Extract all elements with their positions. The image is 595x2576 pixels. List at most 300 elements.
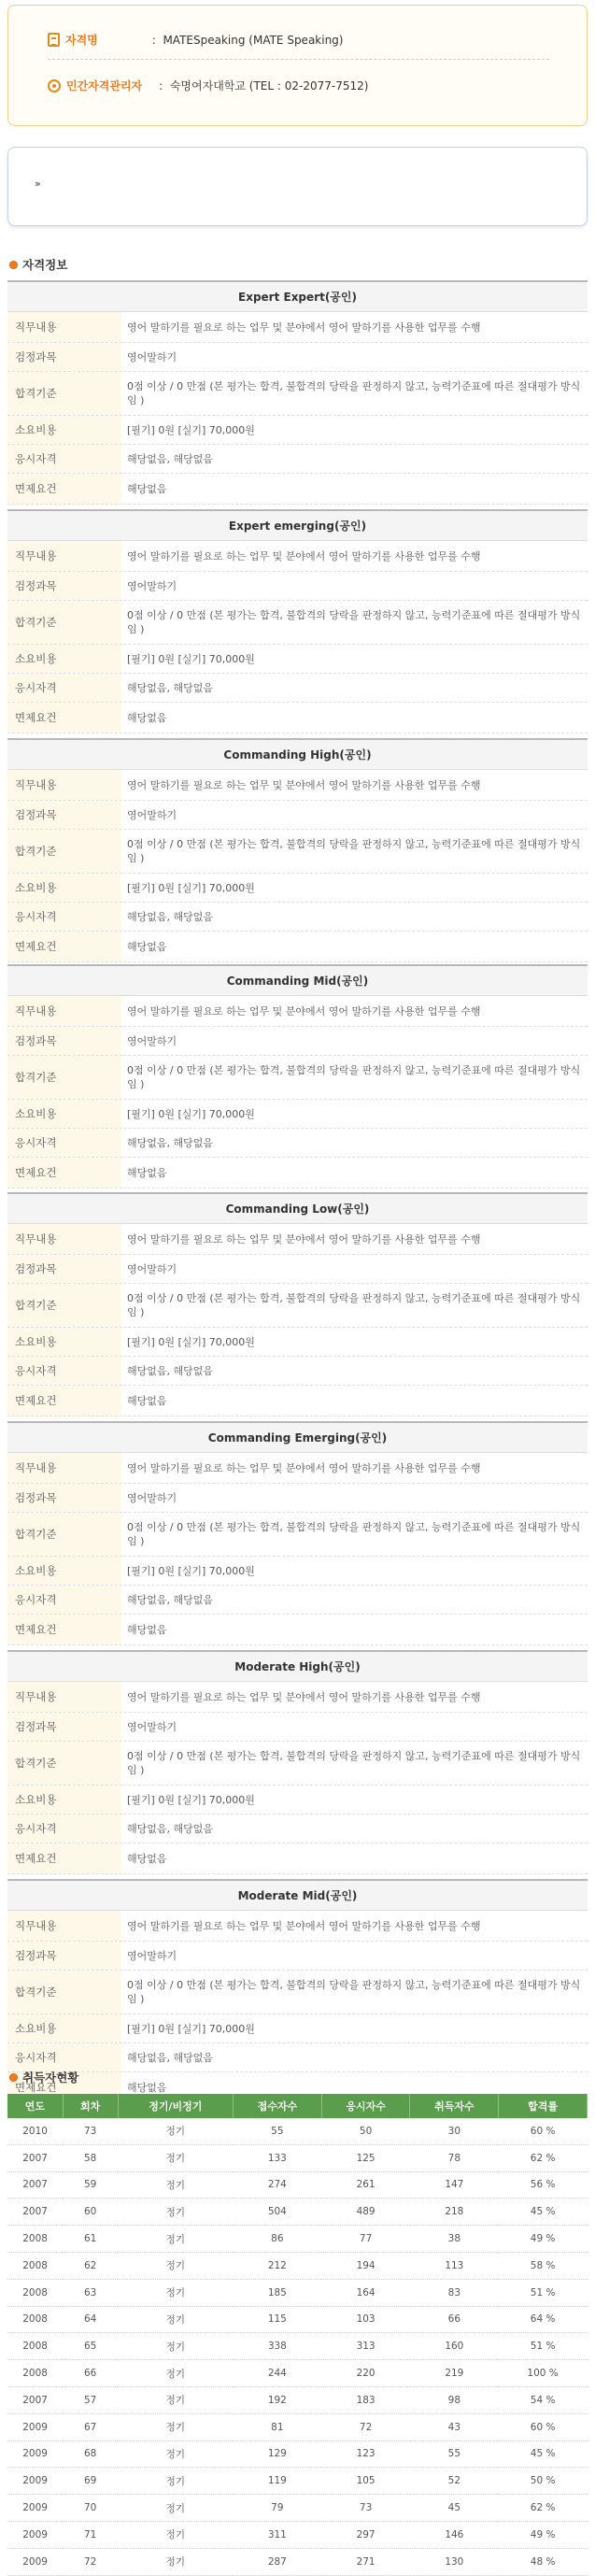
- row-value: 영어 말하기를 필요로 하는 업무 및 분야에서 영어 말하기를 사용한 업무를 수행: [127, 549, 481, 562]
- column-header: 취득자수: [410, 2094, 499, 2118]
- table-cell: 62: [63, 2252, 118, 2279]
- table-cell: 정기: [118, 2279, 233, 2306]
- divider: [48, 59, 549, 60]
- table-cell: 2007: [7, 2144, 63, 2171]
- table-cell: 115: [233, 2306, 321, 2333]
- row-label: 직무내용: [7, 541, 121, 571]
- table-cell: 64: [63, 2306, 118, 2333]
- certificate-row-exemption: [7, 1615, 588, 1645]
- table-cell: 72: [63, 2548, 118, 2575]
- row-value: 해당없음, 해당없음: [127, 1364, 214, 1377]
- certificate-row-eligibility: [7, 1586, 588, 1615]
- row-label: 응시자격: [7, 1586, 121, 1614]
- certificate-row-pass-criteria: [7, 830, 588, 874]
- badge-icon: [48, 79, 61, 93]
- row-value: 0점 이상 / 0 만점 (본 평가는 합격, 불합격의 당락을 판정하지 않고, 능력기준표에 따른 절대평가 방식임 ): [127, 838, 581, 864]
- row-label: 소요비용: [7, 416, 121, 444]
- row-value: 영어말하기: [127, 579, 177, 592]
- column-header: 접수자수: [233, 2094, 321, 2118]
- certificate-name-value: : MATESpeaking (MATE Speaking): [151, 33, 344, 47]
- row-value: 영어말하기: [127, 1949, 177, 1962]
- row-value: 해당없음: [127, 1394, 167, 1407]
- table-cell: 69: [63, 2468, 118, 2495]
- description-box: [7, 147, 588, 226]
- row-label: 응시자격: [7, 445, 121, 473]
- table-cell: 58: [63, 2144, 118, 2171]
- row-label: 면제요건: [7, 703, 121, 733]
- table-cell: 311: [233, 2521, 321, 2548]
- table-cell: 정기: [118, 2306, 233, 2333]
- certificate-row-pass-criteria: [7, 372, 588, 416]
- table-cell: 2008: [7, 2252, 63, 2279]
- certificate-row-exam-subject: [7, 343, 588, 372]
- certificate-row-job-content: [7, 1911, 588, 1942]
- table-cell: 119: [233, 2468, 321, 2495]
- table-cell: 정기: [118, 2495, 233, 2522]
- certificate-row-job-content: [7, 1224, 588, 1255]
- table-cell: 73: [321, 2495, 410, 2522]
- table-cell: 192: [233, 2386, 321, 2413]
- certificate-row-exemption: [7, 1843, 588, 1874]
- row-label: 응시자격: [7, 2043, 121, 2071]
- certificate-admin-row: [48, 78, 368, 93]
- certificate-row-pass-criteria: [7, 1056, 588, 1100]
- table-cell: 146: [410, 2521, 499, 2548]
- row-value: [필기] 0원 [실기] 70,000원: [127, 1564, 255, 1577]
- table-cell: 133: [233, 2144, 321, 2171]
- table-body: [7, 2118, 588, 2575]
- table-cell: 194: [321, 2252, 410, 2279]
- table-cell: 56 %: [499, 2171, 588, 2199]
- certificate-row-exemption: [7, 474, 588, 505]
- certificate-row-eligibility: [7, 1129, 588, 1158]
- certificate-admin-value: : 숙명여자대학교 (TEL : 02-2077-7512): [159, 79, 369, 93]
- certificate-row-exam-subject: [7, 1027, 588, 1056]
- certificate-row-pass-criteria: [7, 1742, 588, 1786]
- certificate-row-cost: [7, 645, 588, 674]
- table-cell: 67: [63, 2413, 118, 2441]
- certificate-block: [7, 280, 588, 505]
- table-cell: 2007: [7, 2386, 63, 2413]
- table-cell: 45: [410, 2495, 499, 2522]
- row-label: 검정과목: [7, 1713, 121, 1741]
- row-label: 면제요건: [7, 1158, 121, 1188]
- certificate-row-job-content: [7, 996, 588, 1027]
- row-label: 직무내용: [7, 1682, 121, 1712]
- row-value: 영어 말하기를 필요로 하는 업무 및 분야에서 영어 말하기를 사용한 업무를 수행: [127, 1919, 481, 1932]
- certificate-name-label: 자격명: [65, 34, 98, 47]
- row-label: 직무내용: [7, 1453, 121, 1483]
- table-cell: 정기: [118, 2118, 233, 2144]
- row-label: 합격기준: [7, 1513, 121, 1556]
- bullet-icon: [9, 2073, 18, 2082]
- table-cell: 61: [63, 2226, 118, 2253]
- certificate-row-pass-criteria: [7, 1513, 588, 1557]
- table-cell: 51 %: [499, 2279, 588, 2306]
- table-row: [7, 2521, 588, 2548]
- table-row: [7, 2226, 588, 2253]
- row-value: 해당없음, 해당없음: [127, 1822, 214, 1835]
- table-cell: 66: [63, 2360, 118, 2387]
- certificate-row-cost: [7, 1786, 588, 1815]
- table-cell: 244: [233, 2360, 321, 2387]
- row-label: 소요비용: [7, 1557, 121, 1585]
- table-cell: 271: [321, 2548, 410, 2575]
- table-cell: 313: [321, 2333, 410, 2360]
- row-label: 직무내용: [7, 996, 121, 1026]
- table-row: [7, 2413, 588, 2441]
- table-cell: 86: [233, 2226, 321, 2253]
- certificate-header-box: [7, 5, 588, 126]
- certificate-row-pass-criteria: [7, 601, 588, 645]
- row-value: 0점 이상 / 0 만점 (본 평가는 합격, 불합격의 당락을 판정하지 않고, 능력기준표에 따른 절대평가 방식임 ): [127, 1521, 581, 1547]
- row-label: 검정과목: [7, 1942, 121, 1970]
- row-label: 합격기준: [7, 1284, 121, 1327]
- table-cell: 38: [410, 2226, 499, 2253]
- table-cell: 60 %: [499, 2118, 588, 2144]
- row-label: 합격기준: [7, 372, 121, 415]
- certificate-title: Commanding Mid(공인): [7, 964, 588, 996]
- bullet-icon: [9, 261, 18, 269]
- column-header: 연도: [7, 2094, 63, 2118]
- table-cell: 2009: [7, 2441, 63, 2468]
- table-cell: 83: [410, 2279, 499, 2306]
- table-cell: 정기: [118, 2413, 233, 2441]
- certificate-row-cost: [7, 874, 588, 903]
- table-cell: 504: [233, 2199, 321, 2226]
- table-cell: 212: [233, 2252, 321, 2279]
- table-cell: 183: [321, 2386, 410, 2413]
- table-cell: 220: [321, 2360, 410, 2387]
- certificate-row-exam-subject: [7, 1942, 588, 1971]
- row-value: 0점 이상 / 0 만점 (본 평가는 합격, 불합격의 당락을 판정하지 않고, 능력기준표에 따른 절대평가 방식임 ): [127, 1064, 581, 1090]
- row-value: 영어말하기: [127, 350, 177, 363]
- table-cell: 49 %: [499, 2521, 588, 2548]
- table-cell: 125: [321, 2144, 410, 2171]
- row-label: 응시자격: [7, 903, 121, 931]
- row-value: 영어 말하기를 필요로 하는 업무 및 분야에서 영어 말하기를 사용한 업무를 수행: [127, 778, 481, 791]
- table-cell: 129: [233, 2441, 321, 2468]
- table-cell: 2008: [7, 2306, 63, 2333]
- certificate-block: [7, 964, 588, 1188]
- table-cell: 63: [63, 2279, 118, 2306]
- table-cell: 78: [410, 2144, 499, 2171]
- row-value: 영어 말하기를 필요로 하는 업무 및 분야에서 영어 말하기를 사용한 업무를 수행: [127, 1690, 481, 1703]
- table-cell: 2008: [7, 2333, 63, 2360]
- certificate-block: [7, 1650, 588, 1874]
- certificate-row-pass-criteria: [7, 1971, 588, 2014]
- table-cell: 147: [410, 2171, 499, 2199]
- row-value: 영어말하기: [127, 1720, 177, 1733]
- row-label: 합격기준: [7, 1742, 121, 1785]
- certificate-row-cost: [7, 1100, 588, 1129]
- section-title-stats-text: 취득자현황: [22, 2071, 79, 2085]
- table-row: [7, 2306, 588, 2333]
- table-row: [7, 2252, 588, 2279]
- certificate-title: Commanding Low(공인): [7, 1192, 588, 1224]
- row-value: 0점 이상 / 0 만점 (본 평가는 합격, 불합격의 당락을 판정하지 않고, 능력기준표에 따른 절대평가 방식임 ): [127, 1292, 581, 1318]
- certificate-title: Expert Expert(공인): [7, 280, 588, 312]
- table-cell: 81: [233, 2413, 321, 2441]
- acquisition-stats-table: [7, 2094, 588, 2576]
- row-label: 응시자격: [7, 1815, 121, 1843]
- certificate-row-exam-subject: [7, 1484, 588, 1513]
- table-cell: 2007: [7, 2171, 63, 2199]
- section-title-info-text: 자격정보: [22, 258, 68, 272]
- row-value: 영어말하기: [127, 1262, 177, 1275]
- table-cell: 160: [410, 2333, 499, 2360]
- certificate-block: [7, 1879, 588, 2103]
- row-value: 해당없음, 해당없음: [127, 910, 214, 923]
- row-label: 면제요건: [7, 1386, 121, 1416]
- table-cell: 130: [410, 2548, 499, 2575]
- certificate-row-exemption: [7, 703, 588, 733]
- table-cell: 62 %: [499, 2144, 588, 2171]
- row-label: 소요비용: [7, 2014, 121, 2042]
- table-cell: 52: [410, 2468, 499, 2495]
- row-value: 해당없음, 해당없음: [127, 2051, 214, 2064]
- table-cell: 정기: [118, 2360, 233, 2387]
- row-value: 영어말하기: [127, 1491, 177, 1504]
- certificate-row-eligibility: [7, 674, 588, 703]
- row-label: 소요비용: [7, 1100, 121, 1128]
- table-cell: 58 %: [499, 2252, 588, 2279]
- table-cell: 71: [63, 2521, 118, 2548]
- table-cell: 287: [233, 2548, 321, 2575]
- certificate-title: Moderate High(공인): [7, 1650, 588, 1682]
- table-cell: 55: [233, 2118, 321, 2144]
- row-label: 합격기준: [7, 1971, 121, 2014]
- table-row: [7, 2171, 588, 2199]
- certificate-row-eligibility: [7, 903, 588, 932]
- table-cell: 정기: [118, 2386, 233, 2413]
- table-cell: 60: [63, 2199, 118, 2226]
- table-cell: 2010: [7, 2118, 63, 2144]
- certificate-row-job-content: [7, 312, 588, 343]
- table-cell: 정기: [118, 2226, 233, 2253]
- table-cell: 49 %: [499, 2226, 588, 2253]
- table-cell: 62 %: [499, 2495, 588, 2522]
- certificate-title: Moderate Mid(공인): [7, 1879, 588, 1911]
- row-value: 0점 이상 / 0 만점 (본 평가는 합격, 불합격의 당락을 판정하지 않고, 능력기준표에 따른 절대평가 방식임 ): [127, 1750, 581, 1776]
- table-cell: 98: [410, 2386, 499, 2413]
- section-title-stats: [9, 2069, 78, 2085]
- table-cell: 2008: [7, 2360, 63, 2387]
- table-cell: 274: [233, 2171, 321, 2199]
- certificate-block: [7, 738, 588, 962]
- table-cell: 51 %: [499, 2333, 588, 2360]
- row-value: 0점 이상 / 0 만점 (본 평가는 합격, 불합격의 당락을 판정하지 않고, 능력기준표에 따른 절대평가 방식임 ): [127, 380, 581, 406]
- row-label: 검정과목: [7, 1027, 121, 1055]
- table-row: [7, 2468, 588, 2495]
- row-label: 검정과목: [7, 1484, 121, 1512]
- table-cell: 68: [63, 2441, 118, 2468]
- row-label: 면제요건: [7, 1843, 121, 1873]
- table-cell: 72: [321, 2413, 410, 2441]
- table-row: [7, 2441, 588, 2468]
- certificate-row-cost: [7, 2014, 588, 2043]
- column-header: 응시자수: [321, 2094, 410, 2118]
- table-cell: 45 %: [499, 2199, 588, 2226]
- certificate-block: [7, 1421, 588, 1645]
- certificate-admin-label: 민간자격관리자: [66, 79, 143, 93]
- certificate-row-pass-criteria: [7, 1284, 588, 1328]
- table-row: [7, 2386, 588, 2413]
- table-cell: 정기: [118, 2252, 233, 2279]
- table-cell: 66: [410, 2306, 499, 2333]
- certificate-row-cost: [7, 1557, 588, 1586]
- row-label: 합격기준: [7, 1056, 121, 1099]
- table-cell: 65: [63, 2333, 118, 2360]
- table-cell: 297: [321, 2521, 410, 2548]
- table-cell: 2009: [7, 2548, 63, 2575]
- row-value: 해당없음: [127, 482, 167, 495]
- certificate-row-eligibility: [7, 445, 588, 474]
- row-value: 영어 말하기를 필요로 하는 업무 및 분야에서 영어 말하기를 사용한 업무를 수행: [127, 1461, 481, 1474]
- table-cell: 489: [321, 2199, 410, 2226]
- certificate-row-job-content: [7, 1453, 588, 1484]
- table-cell: 59: [63, 2171, 118, 2199]
- row-value: 해당없음, 해당없음: [127, 681, 214, 694]
- table-cell: 60 %: [499, 2413, 588, 2441]
- row-value: [필기] 0원 [실기] 70,000원: [127, 1107, 255, 1120]
- row-label: 면제요건: [7, 932, 121, 961]
- row-label: 직무내용: [7, 1224, 121, 1254]
- row-label: 소요비용: [7, 1786, 121, 1814]
- table-cell: 48 %: [499, 2548, 588, 2575]
- table-cell: 2009: [7, 2495, 63, 2522]
- table-cell: 정기: [118, 2521, 233, 2548]
- row-label: 검정과목: [7, 572, 121, 600]
- row-value: 영어 말하기를 필요로 하는 업무 및 분야에서 영어 말하기를 사용한 업무를 수행: [127, 320, 481, 334]
- row-value: 영어 말하기를 필요로 하는 업무 및 분야에서 영어 말하기를 사용한 업무를 수행: [127, 1004, 481, 1018]
- table-cell: 185: [233, 2279, 321, 2306]
- table-cell: 77: [321, 2226, 410, 2253]
- certificate-row-exemption: [7, 1158, 588, 1188]
- table-row: [7, 2495, 588, 2522]
- column-header: 합격률: [499, 2094, 588, 2118]
- table-cell: 45 %: [499, 2441, 588, 2468]
- row-label: 직무내용: [7, 770, 121, 800]
- certificate-row-exam-subject: [7, 572, 588, 601]
- row-label: 검정과목: [7, 343, 121, 371]
- row-label: 응시자격: [7, 1357, 121, 1385]
- row-value: 해당없음: [127, 940, 167, 953]
- row-value: [필기] 0원 [실기] 70,000원: [127, 1793, 255, 1806]
- table-row: [7, 2548, 588, 2575]
- table-cell: 164: [321, 2279, 410, 2306]
- certificate-title: Commanding High(공인): [7, 738, 588, 770]
- table-cell: 219: [410, 2360, 499, 2387]
- row-label: 응시자격: [7, 674, 121, 702]
- table-cell: 123: [321, 2441, 410, 2468]
- row-value: 영어말하기: [127, 808, 177, 821]
- table-cell: 2009: [7, 2468, 63, 2495]
- certificate-name-text: MATESpeaking (MATE Speaking): [163, 33, 344, 47]
- section-title-info: [9, 256, 67, 273]
- table-cell: 57: [63, 2386, 118, 2413]
- table-row: [7, 2333, 588, 2360]
- table-cell: 103: [321, 2306, 410, 2333]
- table-cell: 2007: [7, 2199, 63, 2226]
- row-value: 해당없음, 해당없음: [127, 1136, 214, 1149]
- row-value: [필기] 0원 [실기] 70,000원: [127, 881, 255, 894]
- certificate-row-job-content: [7, 1682, 588, 1713]
- column-header: 정기/비정기: [118, 2094, 233, 2118]
- table-cell: 64 %: [499, 2306, 588, 2333]
- row-label: 응시자격: [7, 1129, 121, 1157]
- certificate-row-eligibility: [7, 1815, 588, 1843]
- table-cell: 정기: [118, 2548, 233, 2575]
- table-cell: 73: [63, 2118, 118, 2144]
- table-cell: 2009: [7, 2521, 63, 2548]
- table-cell: 113: [410, 2252, 499, 2279]
- row-label: 직무내용: [7, 1911, 121, 1941]
- certificate-title: Expert emerging(공인): [7, 509, 588, 541]
- row-value: [필기] 0원 [실기] 70,000원: [127, 423, 255, 436]
- row-value: 해당없음, 해당없음: [127, 452, 214, 465]
- table-cell: 100 %: [499, 2360, 588, 2387]
- certificate-row-eligibility: [7, 1357, 588, 1386]
- table-cell: 50 %: [499, 2468, 588, 2495]
- column-header: 회차: [63, 2094, 118, 2118]
- row-label: 면제요건: [7, 474, 121, 504]
- table-cell: 2009: [7, 2413, 63, 2441]
- certificate-row-job-content: [7, 770, 588, 801]
- certificate-row-exemption: [7, 1386, 588, 1416]
- row-label: 소요비용: [7, 1328, 121, 1356]
- row-value: 영어말하기: [127, 1034, 177, 1047]
- certificate-name-row: [48, 32, 343, 48]
- row-value: [필기] 0원 [실기] 70,000원: [127, 652, 255, 665]
- table-cell: 338: [233, 2333, 321, 2360]
- row-value: 해당없음, 해당없음: [127, 1593, 214, 1606]
- table-cell: 105: [321, 2468, 410, 2495]
- certificate-block: [7, 509, 588, 733]
- row-value: [필기] 0원 [실기] 70,000원: [127, 1335, 255, 1348]
- row-label: 합격기준: [7, 601, 121, 644]
- table-header-row: [7, 2094, 588, 2118]
- row-label: 소요비용: [7, 874, 121, 902]
- table-cell: 정기: [118, 2333, 233, 2360]
- certificate-row-eligibility: [7, 2043, 588, 2072]
- row-value: 해당없음: [127, 1623, 167, 1636]
- table-cell: 70: [63, 2495, 118, 2522]
- table-cell: 정기: [118, 2199, 233, 2226]
- row-value: 해당없음: [127, 711, 167, 724]
- row-value: 0점 이상 / 0 만점 (본 평가는 합격, 불합격의 당락을 판정하지 않고, 능력기준표에 따른 절대평가 방식임 ): [127, 1979, 581, 2005]
- table-cell: 2008: [7, 2279, 63, 2306]
- row-label: 소요비용: [7, 645, 121, 673]
- table-cell: 218: [410, 2199, 499, 2226]
- table-cell: 261: [321, 2171, 410, 2199]
- table-cell: 54 %: [499, 2386, 588, 2413]
- certificate-row-cost: [7, 416, 588, 445]
- row-value: 해당없음: [127, 2081, 167, 2094]
- table-row: [7, 2360, 588, 2387]
- row-label: 검정과목: [7, 1255, 121, 1283]
- certificate-row-job-content: [7, 541, 588, 572]
- description-text: »: [35, 178, 41, 190]
- certificate-row-exam-subject: [7, 1255, 588, 1284]
- row-value: 해당없음: [127, 1166, 167, 1179]
- table-row: [7, 2118, 588, 2144]
- certificate-row-cost: [7, 1328, 588, 1357]
- table-row: [7, 2144, 588, 2171]
- certificate-admin-text: 숙명여자대학교 (TEL : 02-2077-7512): [169, 79, 369, 93]
- row-label: 면제요건: [7, 2072, 121, 2102]
- table-cell: 50: [321, 2118, 410, 2144]
